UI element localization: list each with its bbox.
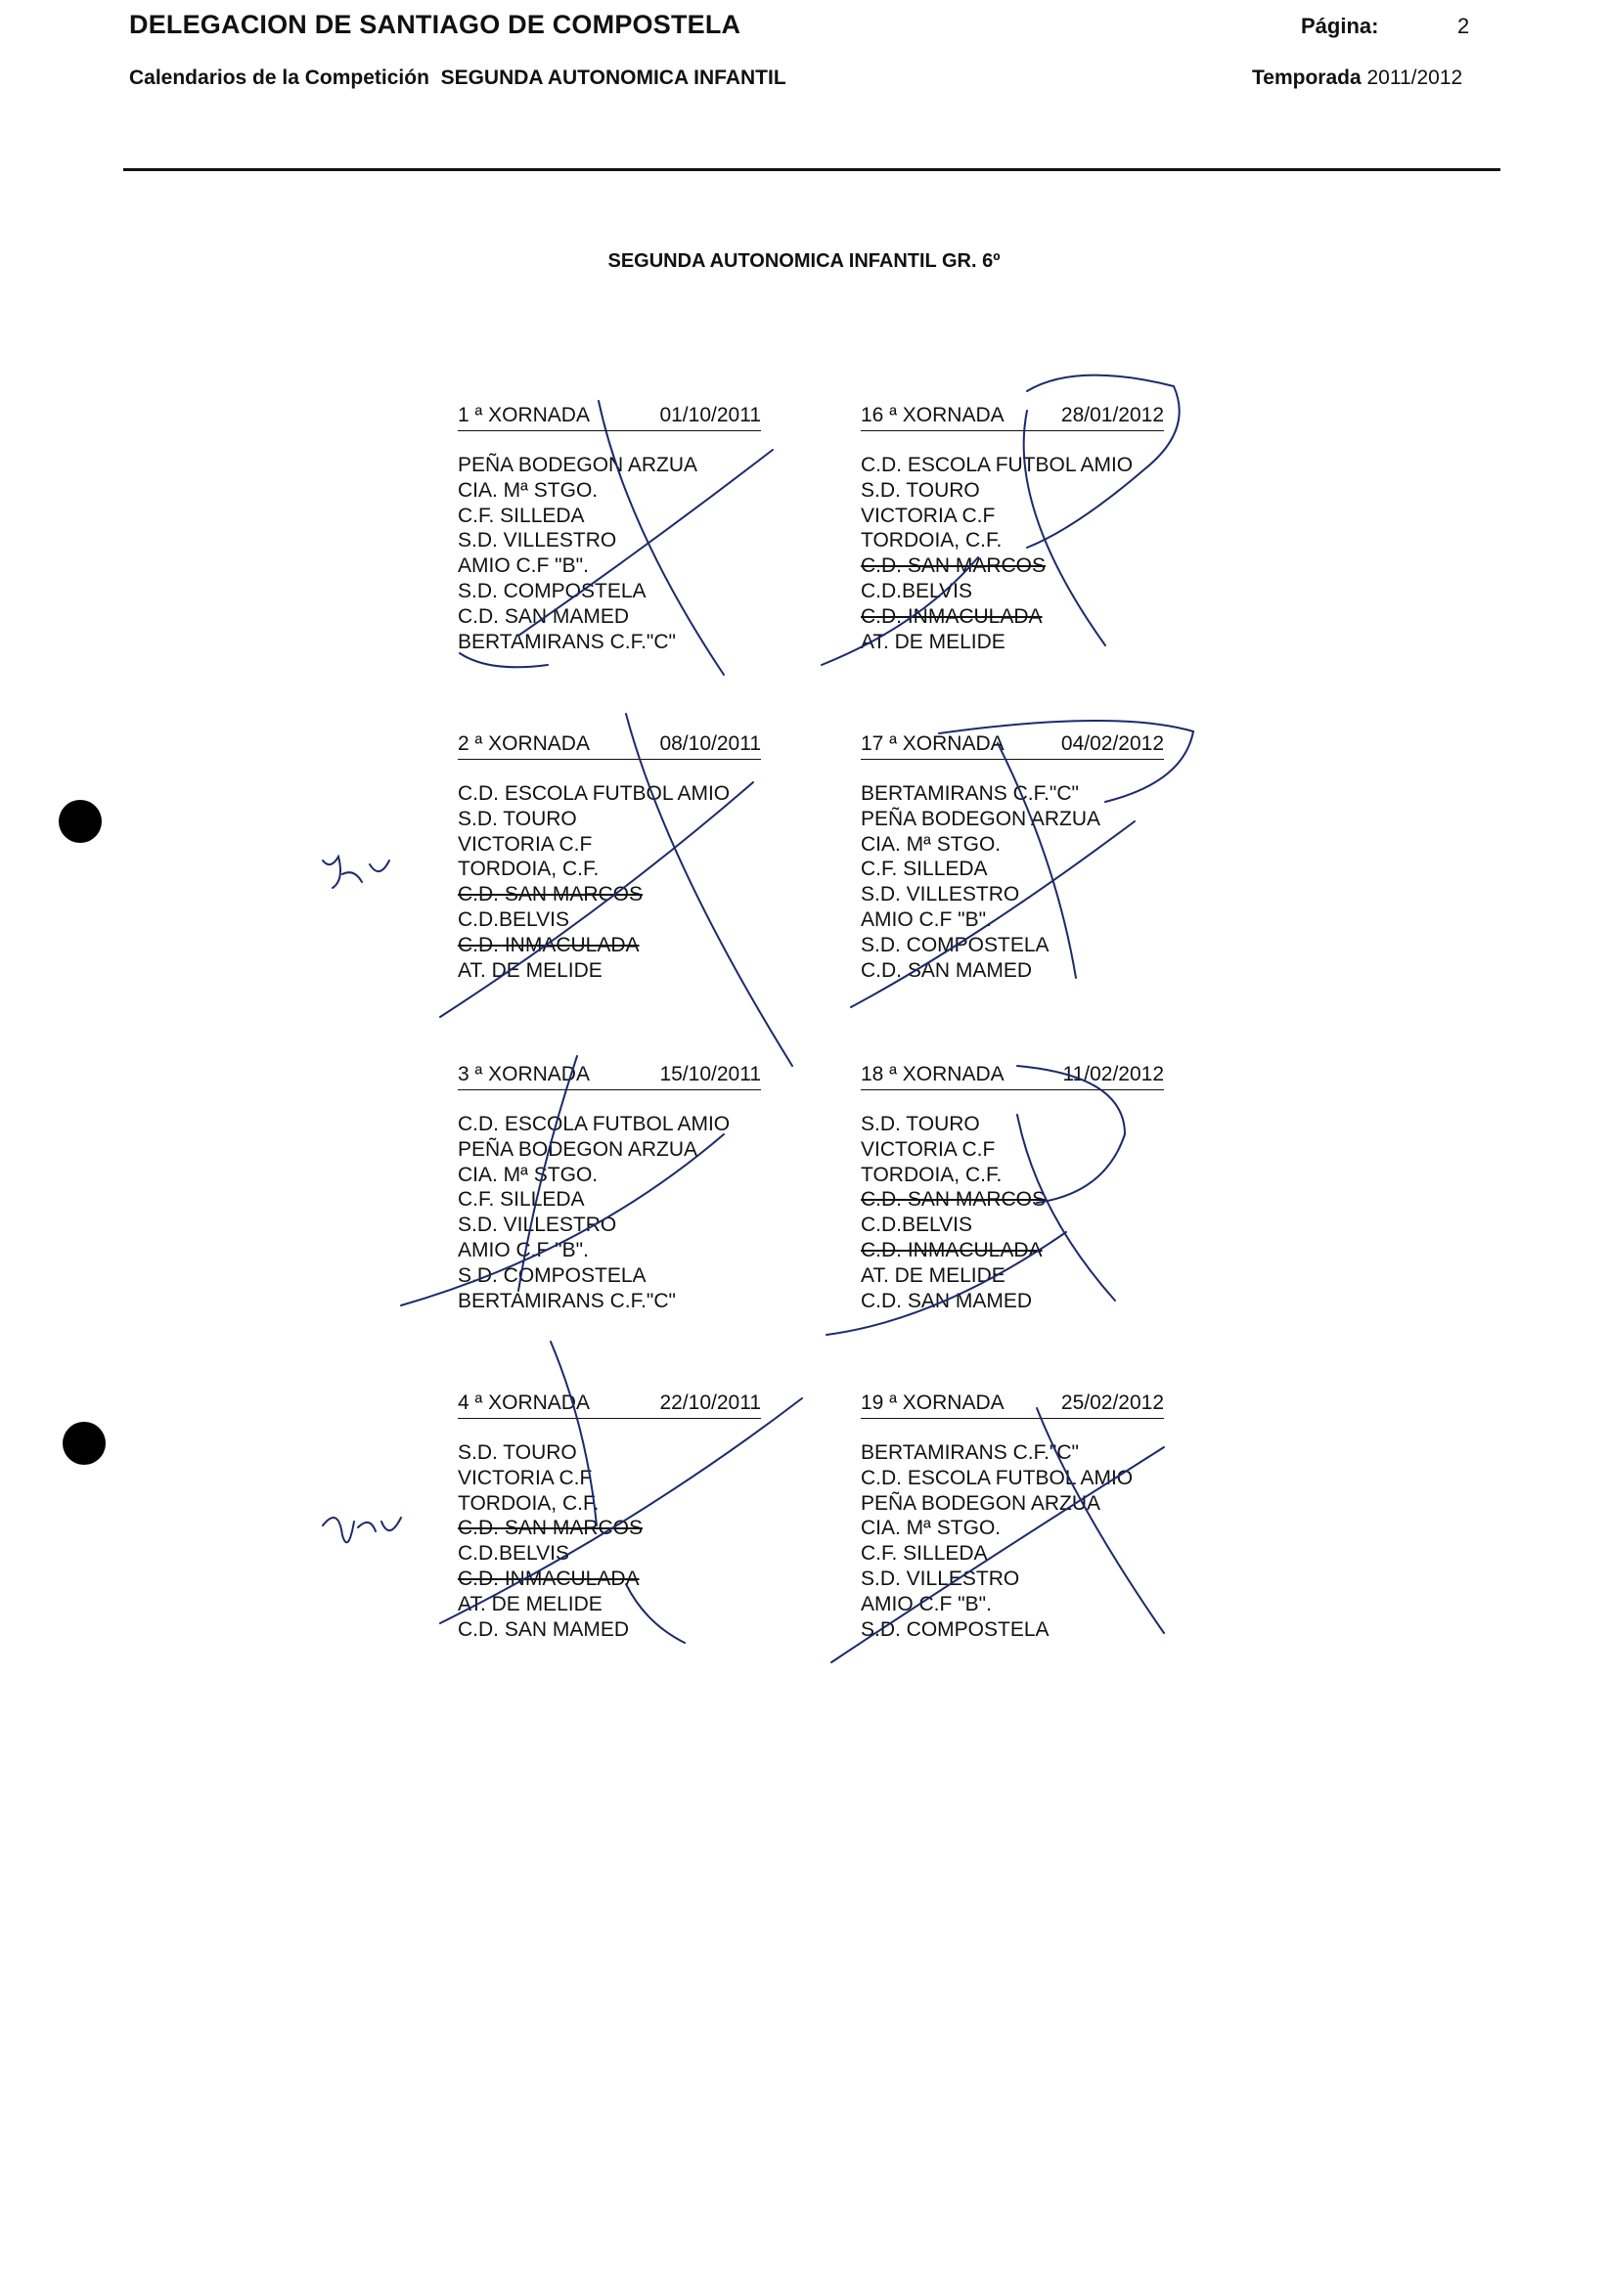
handwritten-scribble-icon xyxy=(551,1342,597,1525)
team-entry: BERTAMIRANS C.F."C" xyxy=(861,1441,1079,1464)
team-entry: BERTAMIRANS C.F."C" xyxy=(861,782,1079,805)
team-entry: C.D. SAN MARCOS xyxy=(458,883,644,906)
team-entry: CIA. Mª STGO. xyxy=(861,832,1002,856)
team-entry: C.D. INMACULADA xyxy=(458,1567,640,1590)
team-entry: TORDOIA, C.F. xyxy=(861,529,1003,552)
team-entry: S.D. VILLESTRO xyxy=(458,1214,617,1237)
team-entry: C.D. ESCOLA FUTBOL AMIO xyxy=(458,782,731,805)
season-label: Temporada xyxy=(1252,66,1362,89)
round-label: 1 ª XORNADA xyxy=(458,404,590,426)
season-value: 2011/2012 xyxy=(1366,66,1463,89)
round-date: 22/10/2011 xyxy=(659,1391,761,1414)
handwritten-scribble-icon xyxy=(1027,375,1180,548)
round-label: 19 ª XORNADA xyxy=(861,1391,1005,1414)
round-date: 11/02/2012 xyxy=(1062,1063,1164,1085)
handwritten-scribble-icon xyxy=(1017,1066,1125,1203)
round-date: 28/01/2012 xyxy=(1060,404,1164,426)
team-entry: VICTORIA C.F xyxy=(458,832,593,856)
team-entry: PEÑA BODEGON ARZUA xyxy=(861,807,1101,830)
team-entry: C.F. SILLEDA xyxy=(861,858,988,881)
team-entry: CIA. Mª STGO. xyxy=(861,1517,1002,1540)
handwritten-scribble-icon xyxy=(518,1056,577,1291)
team-entry: S.D. TOURO xyxy=(861,1113,980,1135)
team-entry: BERTAMIRANS C.F."C" xyxy=(458,1289,676,1312)
team-entry: C.D. SAN MAMED xyxy=(458,604,630,628)
handwritten-scribble-icon xyxy=(998,743,1076,978)
team-entry: VICTORIA C.F xyxy=(458,1466,593,1489)
team-entry: S.D. TOURO xyxy=(458,807,577,830)
team-entry: AMIO C.F "B". xyxy=(861,1592,992,1615)
group-title: SEGUNDA AUTONOMICA INFANTIL GR. 6º xyxy=(607,250,1001,272)
handwritten-scribble-icon xyxy=(831,1447,1164,1662)
handwritten-scribble-icon xyxy=(460,653,548,667)
team-entry: AMIO C.F "B". xyxy=(861,907,992,931)
handwritten-scribble-icon xyxy=(626,714,792,1066)
round-label: 4 ª XORNADA xyxy=(458,1391,590,1414)
team-entry: S.D. COMPOSTELA xyxy=(861,933,1050,956)
team-entry: C.D.BELVIS xyxy=(861,579,972,602)
team-entry: C.D. SAN MAMED xyxy=(458,1617,630,1641)
team-entry: C.F. SILLEDA xyxy=(861,1542,988,1566)
team-entry: PEÑA BODEGON ARZUA xyxy=(861,1491,1101,1515)
team-entry: TORDOIA, C.F. xyxy=(861,1163,1003,1186)
round-date: 15/10/2011 xyxy=(659,1063,761,1085)
organization-title: DELEGACION DE SANTIAGO DE COMPOSTELA xyxy=(129,10,741,39)
team-entry: BERTAMIRANS C.F."C" xyxy=(458,630,676,653)
page-label: Página: xyxy=(1301,14,1379,38)
handwritten-scribble-icon xyxy=(826,1232,1066,1335)
team-entry: S.D. VILLESTRO xyxy=(861,1567,1020,1590)
round-date: 25/02/2012 xyxy=(1060,1391,1164,1414)
team-entry: S.D. COMPOSTELA xyxy=(458,579,647,602)
team-entry: VICTORIA C.F xyxy=(861,1137,996,1161)
handwritten-scribble-icon xyxy=(822,557,978,665)
team-entry: C.D. ESCOLA FUTBOL AMIO xyxy=(861,1466,1134,1489)
team-entry: C.D. INMACULADA xyxy=(861,604,1043,628)
team-entry: C.F. SILLEDA xyxy=(458,1188,585,1212)
round-date: 04/02/2012 xyxy=(1060,732,1164,755)
team-entry: C.D. SAN MARCOS xyxy=(861,554,1047,578)
team-entry: S.D. VILLESTRO xyxy=(458,529,617,552)
team-entry: C.D. INMACULADA xyxy=(458,933,640,956)
team-entry: C.F. SILLEDA xyxy=(458,504,585,527)
handwritten-scribble-icon xyxy=(1037,1408,1164,1633)
team-entry: VICTORIA C.F xyxy=(861,504,996,527)
team-entry: C.D. ESCOLA FUTBOL AMIO xyxy=(861,454,1134,476)
team-entry: AMIO C.F "B". xyxy=(458,554,589,578)
team-entry: AT. DE MELIDE xyxy=(458,958,603,982)
round-label: 2 ª XORNADA xyxy=(458,732,590,755)
round-date: 08/10/2011 xyxy=(659,732,761,755)
team-entry: C.D.BELVIS xyxy=(861,1214,972,1237)
team-entry: C.D. SAN MAMED xyxy=(861,1289,1033,1312)
team-entry: C.D. SAN MARCOS xyxy=(458,1517,644,1540)
handwritten-scribble-icon xyxy=(939,721,1193,802)
team-entry: AT. DE MELIDE xyxy=(458,1592,603,1615)
team-entry: TORDOIA, C.F. xyxy=(458,1491,600,1515)
team-entry: S.D. COMPOSTELA xyxy=(458,1263,647,1287)
team-entry: C.D. ESCOLA FUTBOL AMIO xyxy=(458,1113,731,1135)
team-entry: CIA. Mª STGO. xyxy=(458,1163,599,1186)
round-label: 16 ª XORNADA xyxy=(861,404,1005,426)
team-entry: S.D. VILLESTRO xyxy=(861,883,1020,906)
handwritten-scribble-icon xyxy=(851,821,1135,1007)
competition-subtitle: Calendarios de la Competición SEGUNDA AUTONOMICA INFANTIL xyxy=(129,66,786,89)
team-entry: AMIO C.F "B". xyxy=(458,1238,589,1261)
handwritten-scribble-icon xyxy=(440,782,753,1017)
team-entry: AT. DE MELIDE xyxy=(861,630,1005,653)
round-label: 18 ª XORNADA xyxy=(861,1063,1005,1085)
team-entry: AT. DE MELIDE xyxy=(861,1263,1005,1287)
team-entry: CIA. Mª STGO. xyxy=(458,478,599,502)
handwritten-scribble-icon xyxy=(599,401,724,675)
team-entry: C.D. SAN MAMED xyxy=(861,958,1033,982)
team-entry: C.D.BELVIS xyxy=(458,907,569,931)
team-entry: S.D. COMPOSTELA xyxy=(861,1617,1050,1641)
team-entry: S.D. TOURO xyxy=(861,478,980,502)
handwritten-scribble-icon xyxy=(323,857,389,888)
team-entry: PEÑA BODEGON ARZUA xyxy=(458,1137,698,1161)
handwritten-scribble-icon xyxy=(323,1518,401,1542)
handwritten-scribble-icon xyxy=(440,1398,802,1623)
handwritten-scribble-icon xyxy=(1017,1115,1115,1301)
handwritten-scribble-icon xyxy=(401,1134,724,1305)
page-number: 2 xyxy=(1457,14,1470,38)
handwritten-scribble-icon xyxy=(626,1584,685,1643)
round-date: 01/10/2011 xyxy=(659,404,761,426)
team-entry: C.D.BELVIS xyxy=(458,1542,569,1566)
team-entry: PEÑA BODEGON ARZUA xyxy=(458,454,698,476)
team-entry: S.D. TOURO xyxy=(458,1441,577,1464)
team-entry: TORDOIA, C.F. xyxy=(458,858,600,881)
handwritten-scribble-icon xyxy=(518,450,773,636)
round-label: 3 ª XORNADA xyxy=(458,1063,590,1085)
team-entry: C.D. INMACULADA xyxy=(861,1238,1043,1261)
round-label: 17 ª XORNADA xyxy=(861,732,1005,755)
team-entry: C.D. SAN MARCOS xyxy=(861,1188,1047,1212)
